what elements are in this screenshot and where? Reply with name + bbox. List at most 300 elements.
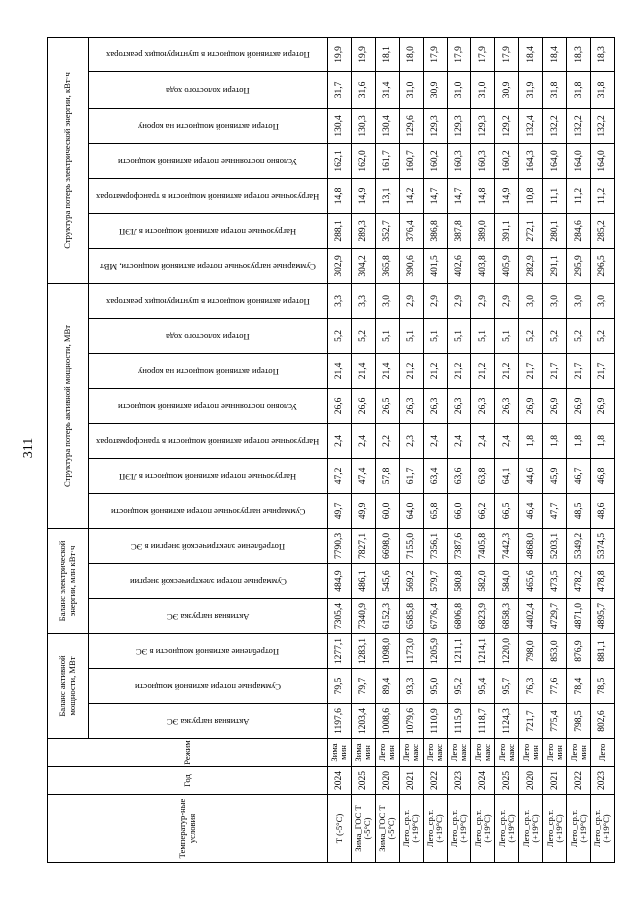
table-row bbox=[590, 38, 614, 863]
value-cell: 95,7 bbox=[495, 669, 519, 704]
value-cell: 376,4 bbox=[399, 213, 423, 248]
value-cell: 13,1 bbox=[375, 178, 399, 213]
value-cell: 5,1 bbox=[423, 318, 447, 353]
value-cell: 5,2 bbox=[543, 318, 567, 353]
value-cell: 1124,3 bbox=[495, 704, 519, 739]
value-cell: 31,0 bbox=[447, 71, 471, 108]
year-cell: 2022 bbox=[567, 767, 591, 795]
value-cell: 2,9 bbox=[399, 283, 423, 318]
table-row bbox=[519, 38, 543, 863]
value-cell: 7356,1 bbox=[423, 528, 447, 563]
value-cell: 721,7 bbox=[519, 704, 543, 739]
header-col-6: Суммарные нагрузочные потери активной мощности bbox=[89, 493, 328, 528]
value-cell: 60,0 bbox=[375, 493, 399, 528]
value-cell: 1197,6 bbox=[328, 704, 352, 739]
value-cell: 48,5 bbox=[567, 493, 591, 528]
value-cell: 18,4 bbox=[543, 38, 567, 72]
value-cell: 31,8 bbox=[543, 71, 567, 108]
value-cell: 47,2 bbox=[328, 458, 352, 493]
mode-cell: Лето макс bbox=[471, 739, 495, 767]
value-cell: 21,2 bbox=[399, 353, 423, 388]
temperature-cell: Лето_ср.т. (+19°С) bbox=[495, 795, 519, 863]
value-cell: 478,8 bbox=[590, 564, 614, 599]
value-cell: 11,1 bbox=[543, 178, 567, 213]
value-cell: 288,1 bbox=[328, 213, 352, 248]
value-cell: 61,7 bbox=[399, 458, 423, 493]
value-cell: 291,1 bbox=[543, 248, 567, 283]
value-cell: 2,4 bbox=[328, 423, 352, 458]
value-cell: 21,7 bbox=[567, 353, 591, 388]
value-cell: 6823,9 bbox=[471, 599, 495, 634]
value-cell: 18,3 bbox=[590, 38, 614, 72]
value-cell: 57,8 bbox=[375, 458, 399, 493]
mode-cell: Лето мин bbox=[567, 739, 591, 767]
header-col-0: Активная нагрузка ЭС bbox=[89, 704, 328, 739]
value-cell: 44,6 bbox=[519, 458, 543, 493]
mode-cell: Лето макс bbox=[399, 739, 423, 767]
value-cell: 26,3 bbox=[423, 388, 447, 423]
value-cell: 2,4 bbox=[351, 423, 375, 458]
header-col-2: Потребление активной мощности в ЭС bbox=[89, 634, 328, 669]
value-cell: 284,6 bbox=[567, 213, 591, 248]
value-cell: 129,3 bbox=[471, 108, 495, 143]
value-cell: 47,4 bbox=[351, 458, 375, 493]
value-cell: 3,0 bbox=[375, 283, 399, 318]
value-cell: 2,2 bbox=[375, 423, 399, 458]
value-cell: 132,2 bbox=[543, 108, 567, 143]
value-cell: 31,0 bbox=[471, 71, 495, 108]
value-cell: 5,1 bbox=[447, 318, 471, 353]
value-cell: 63,8 bbox=[471, 458, 495, 493]
table-row bbox=[447, 38, 471, 863]
value-cell: 402,6 bbox=[447, 248, 471, 283]
value-cell: 391,1 bbox=[495, 213, 519, 248]
value-cell: 4871,0 bbox=[567, 599, 591, 634]
header-temperature: Температур-ные условия bbox=[48, 795, 328, 863]
value-cell: 130,3 bbox=[351, 108, 375, 143]
value-cell: 129,3 bbox=[447, 108, 471, 143]
value-cell: 164,0 bbox=[567, 143, 591, 178]
value-cell: 21,7 bbox=[543, 353, 567, 388]
value-cell: 26,9 bbox=[519, 388, 543, 423]
value-cell: 1277,1 bbox=[328, 634, 352, 669]
value-cell: 18,4 bbox=[519, 38, 543, 72]
value-cell: 26,9 bbox=[567, 388, 591, 423]
value-cell: 11,2 bbox=[567, 178, 591, 213]
header-col-5: Потребление электрической энергии в ЭС bbox=[89, 528, 328, 563]
value-cell: 386,8 bbox=[423, 213, 447, 248]
value-cell: 580,8 bbox=[447, 564, 471, 599]
table-row bbox=[495, 38, 519, 863]
value-cell: 17,9 bbox=[447, 38, 471, 72]
header-col-12: Потери активной мощности в шунтирующих реакторах bbox=[89, 283, 328, 318]
value-cell: 7340,9 bbox=[351, 599, 375, 634]
value-cell: 5374,5 bbox=[590, 528, 614, 563]
value-cell: 132,2 bbox=[590, 108, 614, 143]
value-cell: 129,3 bbox=[423, 108, 447, 143]
value-cell: 1,8 bbox=[519, 423, 543, 458]
value-cell: 5,2 bbox=[328, 318, 352, 353]
value-cell: 465,6 bbox=[519, 564, 543, 599]
value-cell: 18,0 bbox=[399, 38, 423, 72]
value-cell: 26,3 bbox=[471, 388, 495, 423]
value-cell: 18,3 bbox=[567, 38, 591, 72]
table-row bbox=[423, 38, 447, 863]
value-cell: 579,7 bbox=[423, 564, 447, 599]
value-cell: 77,6 bbox=[543, 669, 567, 704]
value-cell: 66,5 bbox=[495, 493, 519, 528]
mode-cell: Зима мин bbox=[351, 739, 375, 767]
mode-cell: Зима мин bbox=[328, 739, 352, 767]
year-cell: 2024 bbox=[471, 767, 495, 795]
header-col-4: Суммарные потери электрической энергии bbox=[89, 564, 328, 599]
value-cell: 387,8 bbox=[447, 213, 471, 248]
value-cell: 1205,9 bbox=[423, 634, 447, 669]
value-cell: 2,9 bbox=[447, 283, 471, 318]
value-cell: 46,4 bbox=[519, 493, 543, 528]
value-cell: 1115,9 bbox=[447, 704, 471, 739]
value-cell: 802,6 bbox=[590, 704, 614, 739]
value-cell: 14,9 bbox=[495, 178, 519, 213]
value-cell: 486,1 bbox=[351, 564, 375, 599]
header-group-active-power: Баланс активной мощности, МВт bbox=[48, 634, 89, 739]
value-cell: 129,2 bbox=[495, 108, 519, 143]
mode-cell: Лето bbox=[590, 739, 614, 767]
value-cell: 31,7 bbox=[328, 71, 352, 108]
value-cell: 160,3 bbox=[447, 143, 471, 178]
value-cell: 18,1 bbox=[375, 38, 399, 72]
value-cell: 1283,1 bbox=[351, 634, 375, 669]
value-cell: 569,2 bbox=[399, 564, 423, 599]
value-cell: 89,4 bbox=[375, 669, 399, 704]
value-cell: 1,8 bbox=[590, 423, 614, 458]
value-cell: 2,9 bbox=[471, 283, 495, 318]
year-cell: 2020 bbox=[375, 767, 399, 795]
value-cell: 48,6 bbox=[590, 493, 614, 528]
value-cell: 389,0 bbox=[471, 213, 495, 248]
year-cell: 2021 bbox=[399, 767, 423, 795]
value-cell: 352,7 bbox=[375, 213, 399, 248]
value-cell: 19,9 bbox=[328, 38, 352, 72]
value-cell: 14,7 bbox=[423, 178, 447, 213]
value-cell: 282,9 bbox=[519, 248, 543, 283]
value-cell: 49,7 bbox=[328, 493, 352, 528]
value-cell: 1008,6 bbox=[375, 704, 399, 739]
value-cell: 5349,2 bbox=[567, 528, 591, 563]
value-cell: 365,8 bbox=[375, 248, 399, 283]
value-cell: 160,3 bbox=[471, 143, 495, 178]
value-cell: 66,0 bbox=[447, 493, 471, 528]
mode-cell: Лето макс bbox=[447, 739, 471, 767]
header-col-16: Условно постоянные потери активной мощности bbox=[89, 143, 328, 178]
value-cell: 10,8 bbox=[519, 178, 543, 213]
value-cell: 3,0 bbox=[567, 283, 591, 318]
value-cell: 280,1 bbox=[543, 213, 567, 248]
value-cell: 1220,0 bbox=[495, 634, 519, 669]
value-cell: 7387,6 bbox=[447, 528, 471, 563]
value-cell: 4729,7 bbox=[543, 599, 567, 634]
value-cell: 272,1 bbox=[519, 213, 543, 248]
value-cell: 3,0 bbox=[543, 283, 567, 318]
value-cell: 130,4 bbox=[375, 108, 399, 143]
year-cell: 2021 bbox=[543, 767, 567, 795]
value-cell: 584,0 bbox=[495, 564, 519, 599]
value-cell: 798,0 bbox=[519, 634, 543, 669]
value-cell: 21,2 bbox=[495, 353, 519, 388]
header-group-energy-balance: Баланс электрической энергии, млн кВт·ч bbox=[48, 528, 89, 633]
value-cell: 66,2 bbox=[471, 493, 495, 528]
value-cell: 17,9 bbox=[495, 38, 519, 72]
year-cell: 2024 bbox=[328, 767, 352, 795]
table-row bbox=[375, 38, 399, 863]
temperature-cell: Лето_ср.т. (+19°С) bbox=[399, 795, 423, 863]
header-group-energy-loss-structure: Структура потерь электрической энергии, кВт·ч bbox=[48, 38, 89, 284]
value-cell: 11,2 bbox=[590, 178, 614, 213]
header-col-7: Нагрузочные потери активной мощности в ЛЭП bbox=[89, 458, 328, 493]
value-cell: 285,2 bbox=[590, 213, 614, 248]
value-cell: 7305,4 bbox=[328, 599, 352, 634]
value-cell: 164,0 bbox=[543, 143, 567, 178]
value-cell: 14,7 bbox=[447, 178, 471, 213]
table-row bbox=[543, 38, 567, 863]
header-col-17: Потери активной мощности на корону bbox=[89, 108, 328, 143]
value-cell: 95,0 bbox=[423, 669, 447, 704]
value-cell: 2,4 bbox=[447, 423, 471, 458]
value-cell: 876,9 bbox=[567, 634, 591, 669]
value-cell: 6152,3 bbox=[375, 599, 399, 634]
value-cell: 21,2 bbox=[447, 353, 471, 388]
value-cell: 1110,9 bbox=[423, 704, 447, 739]
value-cell: 164,0 bbox=[590, 143, 614, 178]
value-cell: 64,0 bbox=[399, 493, 423, 528]
value-cell: 2,9 bbox=[495, 283, 519, 318]
value-cell: 31,6 bbox=[351, 71, 375, 108]
value-cell: 484,9 bbox=[328, 564, 352, 599]
value-cell: 65,8 bbox=[423, 493, 447, 528]
value-cell: 775,4 bbox=[543, 704, 567, 739]
value-cell: 76,3 bbox=[519, 669, 543, 704]
value-cell: 1079,6 bbox=[399, 704, 423, 739]
value-cell: 17,9 bbox=[423, 38, 447, 72]
year-cell: 2022 bbox=[423, 767, 447, 795]
value-cell: 21,4 bbox=[351, 353, 375, 388]
value-cell: 21,4 bbox=[375, 353, 399, 388]
header-col-8: Нагрузочные потери активной мощности в трансформаторах bbox=[89, 423, 328, 458]
value-cell: 2,9 bbox=[423, 283, 447, 318]
value-cell: 14,8 bbox=[471, 178, 495, 213]
value-cell: 26,9 bbox=[543, 388, 567, 423]
value-cell: 162,1 bbox=[328, 143, 352, 178]
header-mode: Режим bbox=[48, 739, 328, 767]
value-cell: 5,2 bbox=[567, 318, 591, 353]
value-cell: 302,9 bbox=[328, 248, 352, 283]
value-cell: 63,6 bbox=[447, 458, 471, 493]
mode-cell: Лето мин bbox=[543, 739, 567, 767]
value-cell: 129,6 bbox=[399, 108, 423, 143]
year-cell: 2020 bbox=[519, 767, 543, 795]
page-number: 311 bbox=[21, 437, 36, 459]
table-row bbox=[351, 38, 375, 863]
temperature-cell: Зима_ГОС Т (-5°С) bbox=[375, 795, 399, 863]
value-cell: 5,1 bbox=[399, 318, 423, 353]
temperature-cell: Лето_ср.т. (+19°С) bbox=[471, 795, 495, 863]
value-cell: 5,2 bbox=[590, 318, 614, 353]
value-cell: 3,0 bbox=[590, 283, 614, 318]
value-cell: 160,2 bbox=[495, 143, 519, 178]
value-cell: 401,5 bbox=[423, 248, 447, 283]
value-cell: 4868,0 bbox=[519, 528, 543, 563]
value-cell: 5203,1 bbox=[543, 528, 567, 563]
table-row bbox=[471, 38, 495, 863]
value-cell: 21,7 bbox=[590, 353, 614, 388]
value-cell: 26,6 bbox=[351, 388, 375, 423]
value-cell: 93,3 bbox=[399, 669, 423, 704]
value-cell: 2,3 bbox=[399, 423, 423, 458]
header-col-9: Условно постоянные потери активной мощности bbox=[89, 388, 328, 423]
value-cell: 2,4 bbox=[495, 423, 519, 458]
value-cell: 7790,3 bbox=[328, 528, 352, 563]
value-cell: 79,7 bbox=[351, 669, 375, 704]
value-cell: 21,2 bbox=[423, 353, 447, 388]
value-cell: 47,7 bbox=[543, 493, 567, 528]
value-cell: 5,1 bbox=[471, 318, 495, 353]
value-cell: 295,9 bbox=[567, 248, 591, 283]
header-col-10: Потери активной мощности на корону bbox=[89, 353, 328, 388]
temperature-cell: Лето_ср.т. (+19°С) bbox=[590, 795, 614, 863]
value-cell: 95,2 bbox=[447, 669, 471, 704]
value-cell: 3,0 bbox=[519, 283, 543, 318]
temperature-cell: Лето_ср.т. (+19°С) bbox=[519, 795, 543, 863]
value-cell: 798,5 bbox=[567, 704, 591, 739]
value-cell: 26,5 bbox=[375, 388, 399, 423]
value-cell: 881,1 bbox=[590, 634, 614, 669]
header-group-row bbox=[48, 38, 89, 863]
value-cell: 545,6 bbox=[375, 564, 399, 599]
value-cell: 164,3 bbox=[519, 143, 543, 178]
value-cell: 49,9 bbox=[351, 493, 375, 528]
value-cell: 132,2 bbox=[567, 108, 591, 143]
value-cell: 78,5 bbox=[590, 669, 614, 704]
value-cell: 26,9 bbox=[590, 388, 614, 423]
value-cell: 161,7 bbox=[375, 143, 399, 178]
value-cell: 7442,3 bbox=[495, 528, 519, 563]
year-cell: 2025 bbox=[351, 767, 375, 795]
value-cell: 5,1 bbox=[495, 318, 519, 353]
value-cell: 1203,4 bbox=[351, 704, 375, 739]
value-cell: 31,4 bbox=[375, 71, 399, 108]
value-cell: 46,8 bbox=[590, 458, 614, 493]
value-cell: 30,9 bbox=[423, 71, 447, 108]
temperature-cell: Лето_ср.т. (+19°С) bbox=[447, 795, 471, 863]
value-cell: 582,0 bbox=[471, 564, 495, 599]
value-cell: 1211,1 bbox=[447, 634, 471, 669]
mode-cell: Лето мин bbox=[375, 739, 399, 767]
value-cell: 14,9 bbox=[351, 178, 375, 213]
value-cell: 3,3 bbox=[351, 283, 375, 318]
temperature-cell: Лето_ср.т. (+19°С) bbox=[423, 795, 447, 863]
value-cell: 26,6 bbox=[328, 388, 352, 423]
header-col-11: Потери холостого хода bbox=[89, 318, 328, 353]
header-col-15: Нагрузочные потери активной мощности в трансформаторах bbox=[89, 178, 328, 213]
header-col-3: Активная нагрузка ЭС bbox=[89, 599, 328, 634]
value-cell: 31,8 bbox=[590, 71, 614, 108]
value-cell: 31,9 bbox=[519, 71, 543, 108]
value-cell: 21,4 bbox=[328, 353, 352, 388]
year-cell: 2025 bbox=[495, 767, 519, 795]
value-cell: 21,7 bbox=[519, 353, 543, 388]
value-cell: 5,2 bbox=[519, 318, 543, 353]
table-row bbox=[399, 38, 423, 863]
value-cell: 6585,8 bbox=[399, 599, 423, 634]
header-col-13: Суммарные нагрузочные потери активной мощности, МВт bbox=[89, 248, 328, 283]
value-cell: 46,7 bbox=[567, 458, 591, 493]
table-body bbox=[328, 38, 615, 863]
value-cell: 2,4 bbox=[471, 423, 495, 458]
value-cell: 132,4 bbox=[519, 108, 543, 143]
value-cell: 130,4 bbox=[328, 108, 352, 143]
value-cell: 403,8 bbox=[471, 248, 495, 283]
value-cell: 1,8 bbox=[567, 423, 591, 458]
value-cell: 1173,0 bbox=[399, 634, 423, 669]
value-cell: 78,4 bbox=[567, 669, 591, 704]
temperature-cell: Т (-5°С) bbox=[328, 795, 352, 863]
value-cell: 1118,7 bbox=[471, 704, 495, 739]
value-cell: 160,7 bbox=[399, 143, 423, 178]
value-cell: 162,0 bbox=[351, 143, 375, 178]
value-cell: 19,9 bbox=[351, 38, 375, 72]
temperature-cell: Лето_ср.т. (+19°С) bbox=[543, 795, 567, 863]
value-cell: 7827,1 bbox=[351, 528, 375, 563]
header-col-1: Суммарные потери активной мощности bbox=[89, 669, 328, 704]
value-cell: 7405,8 bbox=[471, 528, 495, 563]
value-cell: 390,6 bbox=[399, 248, 423, 283]
header-col-18: Потери холостого хода bbox=[89, 71, 328, 108]
mode-cell: Лето макс bbox=[495, 739, 519, 767]
value-cell: 289,3 bbox=[351, 213, 375, 248]
value-cell: 79,5 bbox=[328, 669, 352, 704]
value-cell: 478,2 bbox=[567, 564, 591, 599]
header-col-19: Потери активной мощности в шунтирующих реакторах bbox=[89, 38, 328, 72]
rotated-table-container bbox=[47, 37, 615, 863]
value-cell: 95,4 bbox=[471, 669, 495, 704]
value-cell: 17,9 bbox=[471, 38, 495, 72]
value-cell: 4402,4 bbox=[519, 599, 543, 634]
value-cell: 3,3 bbox=[328, 283, 352, 318]
value-cell: 1214,1 bbox=[471, 634, 495, 669]
value-cell: 45,9 bbox=[543, 458, 567, 493]
value-cell: 14,8 bbox=[328, 178, 352, 213]
value-cell: 304,2 bbox=[351, 248, 375, 283]
value-cell: 63,4 bbox=[423, 458, 447, 493]
value-cell: 5,2 bbox=[351, 318, 375, 353]
value-cell: 1098,0 bbox=[375, 634, 399, 669]
header-group-power-loss-structure: Структура потерь активной мощности, МВт bbox=[48, 283, 89, 528]
value-cell: 6858,3 bbox=[495, 599, 519, 634]
temperature-cell: Зима_ГОС Т (-5°С) bbox=[351, 795, 375, 863]
temperature-cell: Лето_ср.т. (+19°С) bbox=[567, 795, 591, 863]
header-year: Год bbox=[48, 767, 328, 795]
year-cell: 2023 bbox=[590, 767, 614, 795]
mode-cell: Лето мин bbox=[519, 739, 543, 767]
value-cell: 7155,0 bbox=[399, 528, 423, 563]
value-cell: 5,1 bbox=[375, 318, 399, 353]
value-cell: 160,2 bbox=[423, 143, 447, 178]
value-cell: 4895,7 bbox=[590, 599, 614, 634]
value-cell: 2,4 bbox=[423, 423, 447, 458]
mode-cell: Лето макс bbox=[423, 739, 447, 767]
value-cell: 31,8 bbox=[567, 71, 591, 108]
header-col-14: Нагрузочные потери активной мощности в ЛЭП bbox=[89, 213, 328, 248]
